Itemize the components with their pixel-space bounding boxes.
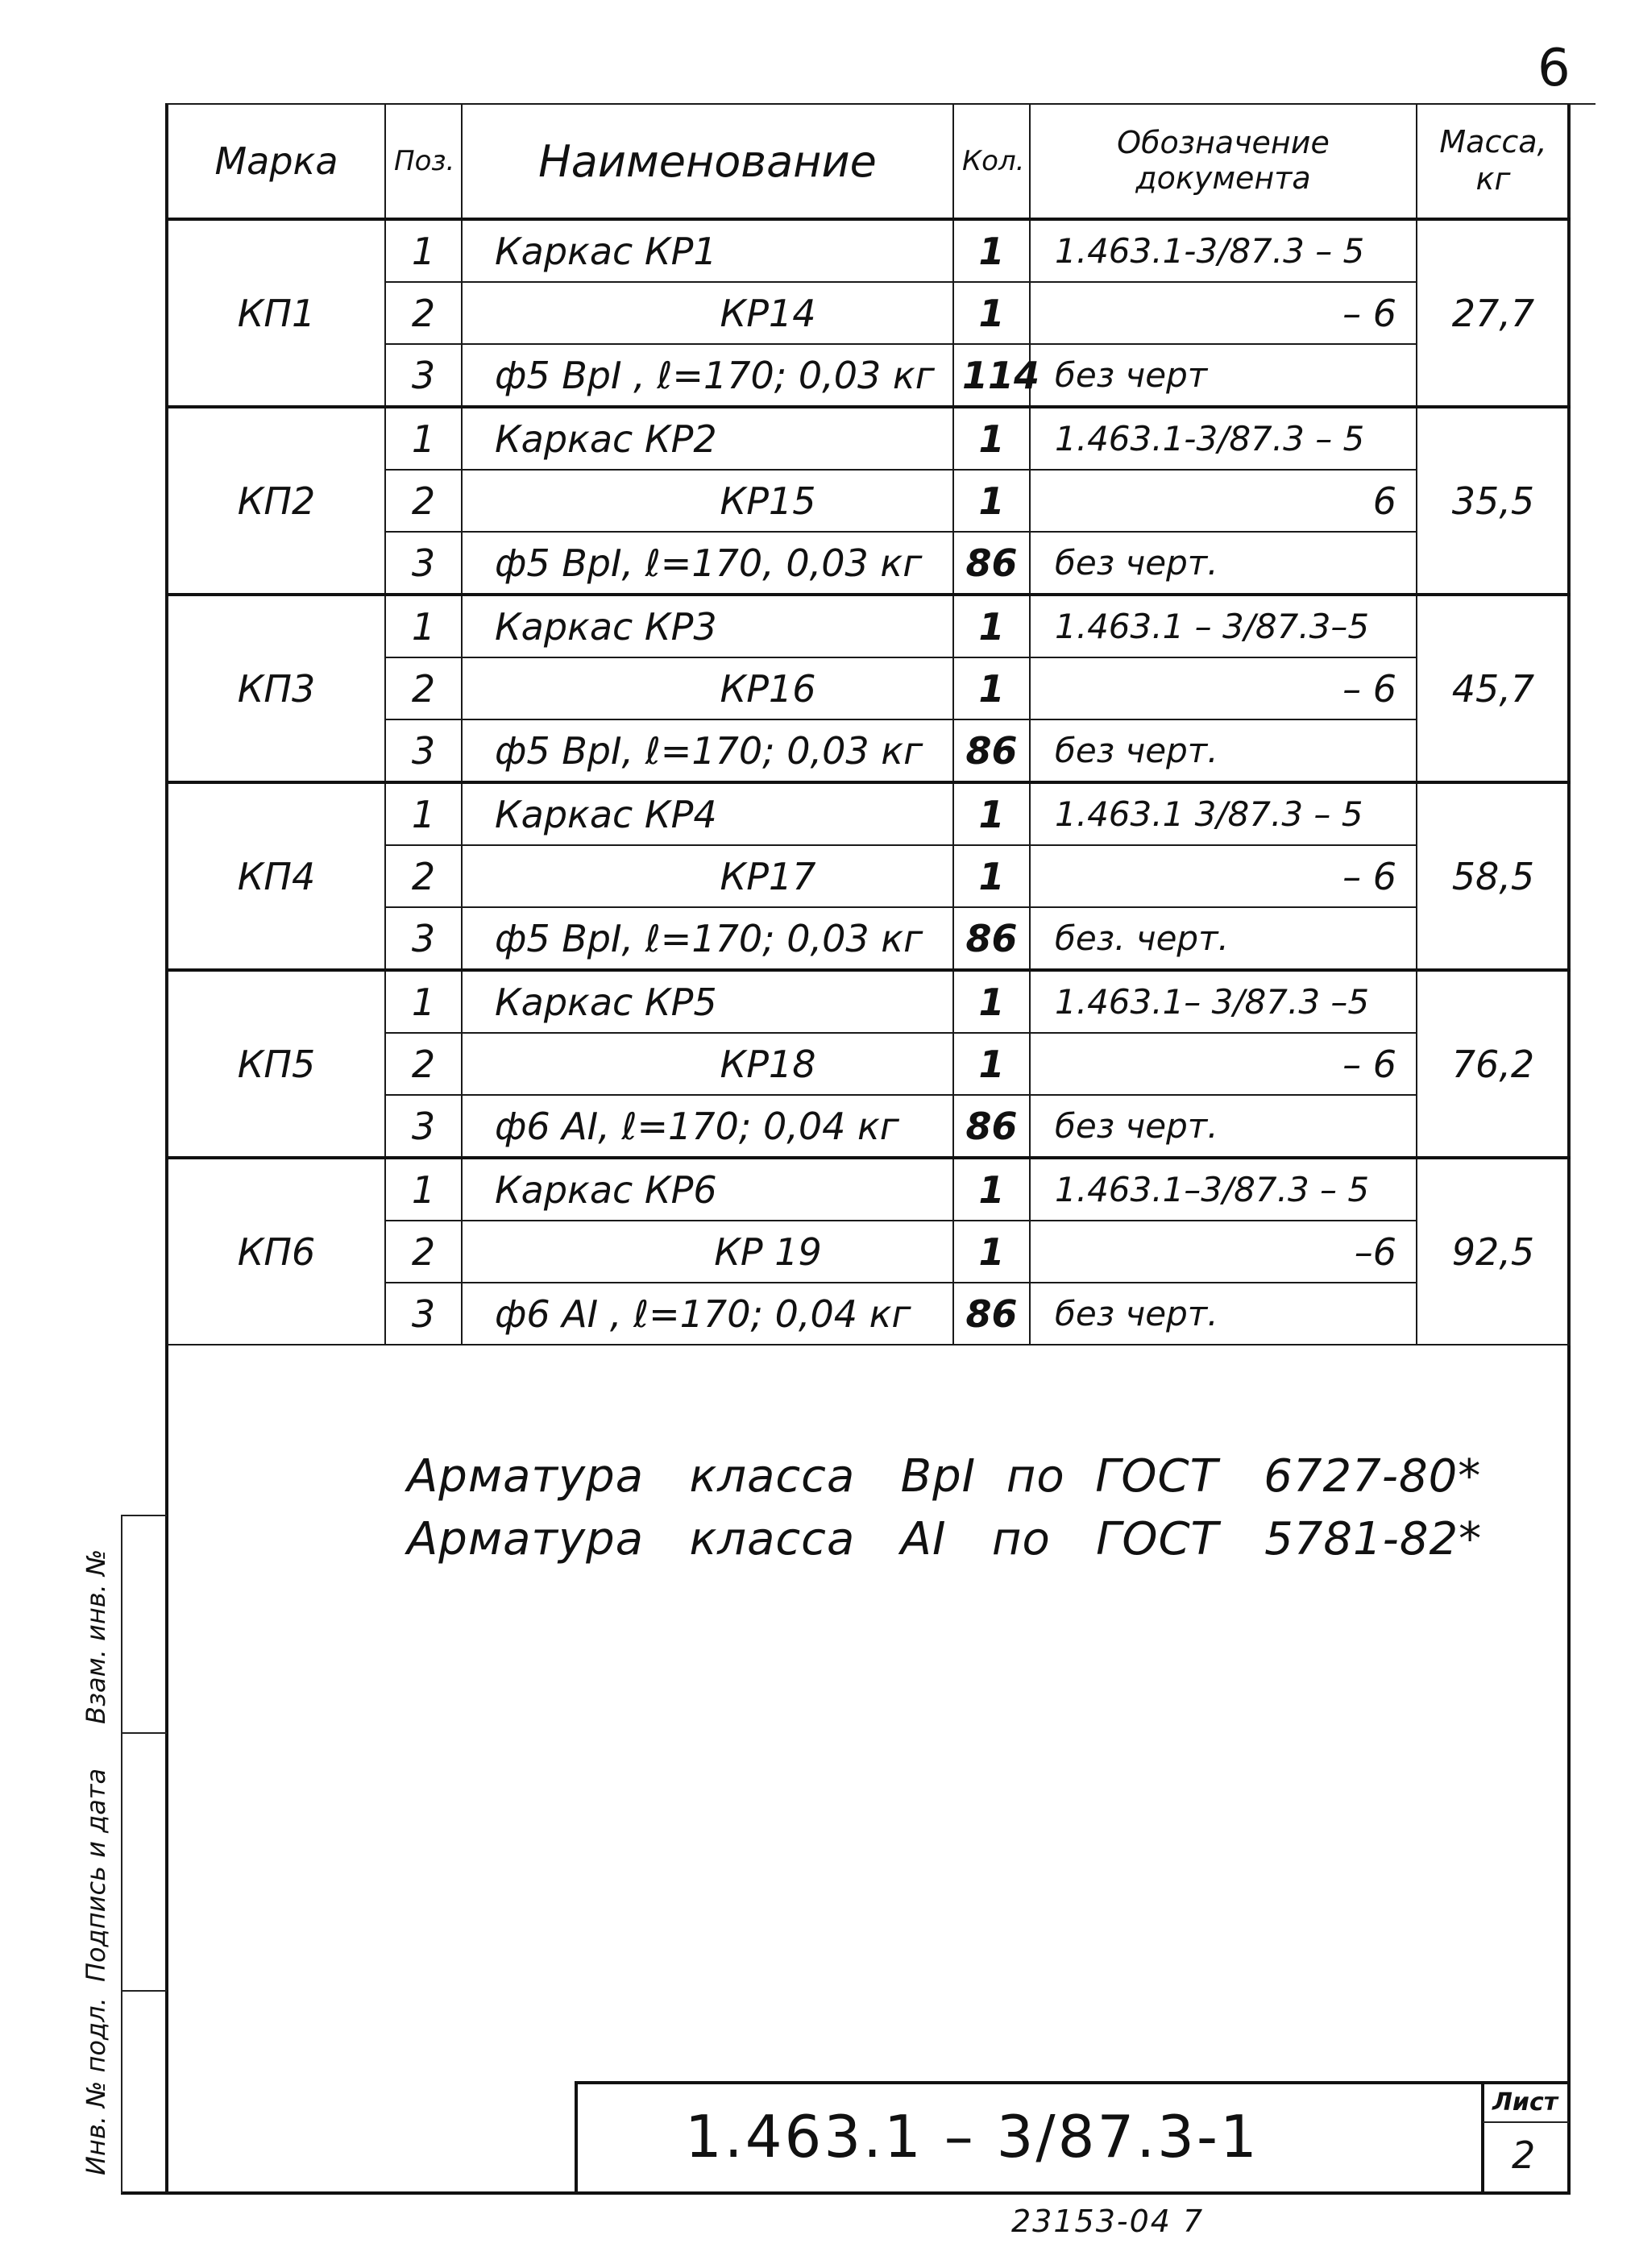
cell-position: 2 bbox=[385, 1221, 462, 1283]
cell-position: 3 bbox=[385, 1095, 462, 1158]
cell-quantity: 1 bbox=[953, 782, 1030, 845]
cell-document: 1.463.1– 3/87.3 –5 bbox=[1030, 970, 1417, 1033]
cell-document: 1.463.1-3/87.3 – 5 bbox=[1030, 219, 1417, 282]
cell-position: 2 bbox=[385, 845, 462, 907]
cell-position: 2 bbox=[385, 282, 462, 344]
cell-mass: 35,5 bbox=[1417, 407, 1570, 595]
cell-position: 1 bbox=[385, 782, 462, 845]
cell-position: 2 bbox=[385, 470, 462, 532]
note-line-2: Арматура класса АI по ГОСТ 5781-82* bbox=[407, 1513, 1483, 1565]
cell-position: 1 bbox=[385, 1158, 462, 1221]
header-document-line1: Обозначение bbox=[1117, 125, 1330, 161]
cell-document: – 6 bbox=[1030, 1033, 1417, 1095]
cell-quantity: 86 bbox=[953, 719, 1030, 782]
cell-document: без черт. bbox=[1030, 1283, 1417, 1345]
cell-position: 1 bbox=[385, 970, 462, 1033]
side-stamp-divider-2 bbox=[121, 1990, 167, 1992]
cell-name: КР15 bbox=[462, 470, 953, 532]
table-row bbox=[168, 1158, 1570, 1221]
document-code: 1.463.1 – 3/87.3-1 bbox=[685, 2103, 1259, 2171]
cell-mark: КП3 bbox=[168, 595, 385, 782]
cell-quantity: 86 bbox=[953, 907, 1030, 970]
cell-quantity: 1 bbox=[953, 282, 1030, 344]
side-stamp-left bbox=[121, 1515, 122, 2193]
header-quantity: Кол. bbox=[953, 104, 1030, 219]
sheet-label: Лист bbox=[1492, 2088, 1558, 2117]
cell-quantity: 1 bbox=[953, 407, 1030, 470]
cell-name: ф6 АI, ℓ=170; 0,04 кг bbox=[462, 1095, 953, 1158]
cell-quantity: 114 bbox=[953, 344, 1030, 407]
title-block-sheet-divider bbox=[1481, 2081, 1484, 2194]
cell-document: без черт. bbox=[1030, 719, 1417, 782]
specification-table bbox=[167, 103, 1571, 1345]
cell-mass: 76,2 bbox=[1417, 970, 1570, 1158]
cell-mark: КП4 bbox=[168, 782, 385, 970]
cell-name: ф5 ВрI, ℓ=170; 0,03 кг bbox=[462, 719, 953, 782]
side-stamp-label-2: Подпись и дата bbox=[81, 1768, 111, 1982]
table-row bbox=[168, 782, 1570, 845]
cell-quantity: 1 bbox=[953, 657, 1030, 719]
cell-document: 1.463.1-3/87.3 – 5 bbox=[1030, 407, 1417, 470]
cell-mark: КП1 bbox=[168, 219, 385, 407]
cell-mass: 27,7 bbox=[1417, 219, 1570, 407]
cell-name: Каркас КР6 bbox=[462, 1158, 953, 1221]
side-stamp-divider-1 bbox=[121, 1732, 167, 1734]
cell-name: ф5 ВрI, ℓ=170; 0,03 кг bbox=[462, 907, 953, 970]
cell-mark: КП5 bbox=[168, 970, 385, 1158]
cell-name: Каркас КР2 bbox=[462, 407, 953, 470]
cell-document: – 6 bbox=[1030, 845, 1417, 907]
cell-quantity: 1 bbox=[953, 470, 1030, 532]
cell-quantity: 1 bbox=[953, 1158, 1030, 1221]
cell-quantity: 86 bbox=[953, 532, 1030, 595]
title-block-left bbox=[575, 2081, 578, 2194]
cell-position: 2 bbox=[385, 1033, 462, 1095]
cell-name: Каркас КР3 bbox=[462, 595, 953, 657]
cell-name: Каркас КР4 bbox=[462, 782, 953, 845]
cell-position: 1 bbox=[385, 595, 462, 657]
cell-document: 6 bbox=[1030, 470, 1417, 532]
table-row bbox=[168, 219, 1570, 282]
cell-name: ф5 ВрI , ℓ=170; 0,03 кг bbox=[462, 344, 953, 407]
cell-position: 1 bbox=[385, 407, 462, 470]
header-mass bbox=[1417, 104, 1570, 219]
side-stamp-label-1: Инв. № подл. bbox=[81, 1997, 111, 2175]
cell-quantity: 86 bbox=[953, 1283, 1030, 1345]
cell-position: 3 bbox=[385, 532, 462, 595]
side-stamp-label-3: Взам. инв. № bbox=[81, 1549, 111, 1724]
cell-quantity: 1 bbox=[953, 1033, 1030, 1095]
header-document-line2: документа bbox=[1135, 160, 1311, 196]
cell-quantity: 1 bbox=[953, 845, 1030, 907]
cell-document: 1.463.1 – 3/87.3–5 bbox=[1030, 595, 1417, 657]
cell-document: –6 bbox=[1030, 1221, 1417, 1283]
note-line-1: Арматура класса ВрI по ГОСТ 6727-80* bbox=[407, 1450, 1482, 1503]
cell-quantity: 1 bbox=[953, 595, 1030, 657]
cell-mass: 45,7 bbox=[1417, 595, 1570, 782]
cell-mass: 92,5 bbox=[1417, 1158, 1570, 1345]
cell-quantity: 1 bbox=[953, 219, 1030, 282]
cell-name: КР16 bbox=[462, 657, 953, 719]
cell-position: 3 bbox=[385, 907, 462, 970]
table-row bbox=[168, 595, 1570, 657]
cell-name: КР18 bbox=[462, 1033, 953, 1095]
header-mass-line1: Масса, bbox=[1439, 124, 1547, 160]
cell-name: ф6 АI , ℓ=170; 0,04 кг bbox=[462, 1283, 953, 1345]
cell-document: 1.463.1–3/87.3 – 5 bbox=[1030, 1158, 1417, 1221]
cell-position: 2 bbox=[385, 657, 462, 719]
cell-document: – 6 bbox=[1030, 282, 1417, 344]
cell-position: 3 bbox=[385, 1283, 462, 1345]
page-number: 6 bbox=[1537, 39, 1571, 98]
cell-quantity: 1 bbox=[953, 1221, 1030, 1283]
header-mark: Марка bbox=[168, 104, 385, 219]
frame-bottom bbox=[121, 2191, 1571, 2195]
cell-name: КР14 bbox=[462, 282, 953, 344]
header-document bbox=[1030, 104, 1417, 219]
title-block-top bbox=[576, 2081, 1569, 2084]
table-body bbox=[168, 219, 1570, 1345]
table-header-row bbox=[168, 104, 1570, 219]
cell-quantity: 1 bbox=[953, 970, 1030, 1033]
archive-number: 23153-04 7 bbox=[1011, 2204, 1205, 2239]
cell-document: без черт. bbox=[1030, 532, 1417, 595]
cell-position: 3 bbox=[385, 344, 462, 407]
cell-document: без. черт. bbox=[1030, 907, 1417, 970]
cell-document: 1.463.1 3/87.3 – 5 bbox=[1030, 782, 1417, 845]
cell-name: ф5 ВрI, ℓ=170, 0,03 кг bbox=[462, 532, 953, 595]
cell-name: Каркас КР1 bbox=[462, 219, 953, 282]
sheet-number: 2 bbox=[1512, 2133, 1536, 2177]
side-stamp-top bbox=[121, 1515, 167, 1516]
title-block-sheet-label-line bbox=[1483, 2121, 1569, 2123]
cell-position: 1 bbox=[385, 219, 462, 282]
cell-name: КР17 bbox=[462, 845, 953, 907]
table-row bbox=[168, 407, 1570, 470]
cell-name: КР 19 bbox=[462, 1221, 953, 1283]
header-position: Поз. bbox=[385, 104, 462, 219]
cell-document: без черт. bbox=[1030, 1095, 1417, 1158]
cell-mark: КП6 bbox=[168, 1158, 385, 1345]
cell-quantity: 86 bbox=[953, 1095, 1030, 1158]
cell-mass: 58,5 bbox=[1417, 782, 1570, 970]
cell-document: – 6 bbox=[1030, 657, 1417, 719]
cell-document: без черт bbox=[1030, 344, 1417, 407]
header-name: Наименование bbox=[462, 104, 953, 219]
cell-name: Каркас КР5 bbox=[462, 970, 953, 1033]
cell-position: 3 bbox=[385, 719, 462, 782]
cell-mark: КП2 bbox=[168, 407, 385, 595]
header-mass-line2: кг bbox=[1475, 161, 1511, 197]
table-row bbox=[168, 970, 1570, 1033]
